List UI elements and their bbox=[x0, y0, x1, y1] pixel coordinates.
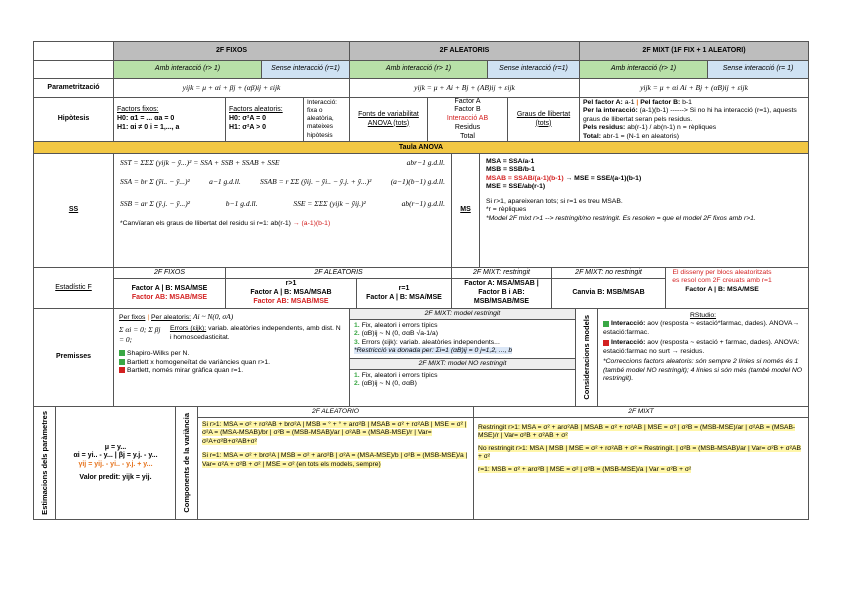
estf-ale-r2: r=1 bbox=[398, 284, 410, 292]
cons2a: Interacció: bbox=[611, 339, 646, 347]
hip-label: Hipòtesis bbox=[34, 98, 114, 141]
hip-graus: Graus de llibertat (tots) bbox=[508, 98, 580, 141]
est-label: Estimacions dels paràmetres bbox=[39, 411, 49, 515]
hip-interAB: Interacció AB bbox=[446, 115, 489, 123]
hip-ale-h1: H1: σ²A > 0 bbox=[229, 123, 267, 131]
hip-total: Total bbox=[460, 132, 475, 140]
estf-ale-b: Factor AB: MSAB/MSE bbox=[253, 297, 329, 305]
cross-icon bbox=[603, 340, 609, 346]
cons1a: Interacció: bbox=[611, 320, 646, 328]
hip-residus: Residus bbox=[454, 123, 481, 131]
estf-bloc2: Factor A | B: MSA/MSE bbox=[685, 285, 759, 293]
check-icon bbox=[119, 359, 125, 365]
estf-fix-b: Factor AB: MSAB/MSE bbox=[131, 293, 208, 301]
header-mixt: 2F MIXT (1F FIX + 1 ALEATORI) bbox=[580, 42, 808, 60]
anova-row bbox=[34, 154, 808, 268]
comp-ale-r2: Si r=1: MSA = σ² + brσ²A | MSB = σ² + arσ²B | σ²A = (MSA-MSE)/b | σ²B = (MSB-MSE)/a | Var= σ²A + σ²B + σ² | MSE = σ² (en tots els models, sempre) bbox=[202, 452, 468, 468]
prem-mix-2: (αB)ij ~ N (0, σαB √a-1/a) bbox=[361, 330, 438, 338]
hip-row: Hipòtesis Factors fixos: H0: α1 = ... αa = 0 H1: αi ≠ 0 i = 1,..., a Factors aleatoris: H0: σ²A = 0 H1: σ²A > 0 Interacció: fixa o aleatòria, mateixes hipòtesis Fonts de variabilitat ANOVA (tots) Factor A Factor B Interacció AB Residus Total Graus de llibertat (tots) Pel factor A: a-1 | Pel factor B: b-1 Per la interacció: (a-1)(b-1) ------> Si no hi ha interacció (r=1), aquests graus de llibertat seran pels residus. Pels residus: ab(r-1) / ab(n-1) n = rèpliques Total: abr-1 = (N-1 en aleatoris) bbox=[34, 98, 808, 142]
comp-ale-r1: Si r>1: MSA = σ² + rσ²AB + brσ²A | MSB = ° + ° + arσ²B | MSAB = σ² + rσ²AB | MSE = σ² | σ²A = (MSA-MSAB)/br | σ²B = (MSB-MSAB)/ar | σ²AB = (MSAB-MSE)/r | Var= σ²A+σ²B+σ²AB+σ² bbox=[202, 421, 467, 445]
ms-ab-e: → MSE = SSE/(a-1)(b-1) bbox=[565, 174, 642, 182]
ss-total: SST = ΣΣΣ (yijk − ȳ...)² = SSA + SSB + SSAB + SSE bbox=[120, 158, 280, 167]
ss-b-df: b−1 g.d.ll. bbox=[225, 198, 258, 208]
cons-title: RStudio: bbox=[689, 312, 717, 319]
hip-m1a: Pel factor A: bbox=[583, 99, 623, 106]
estf-ale-h: 2F ALEATORIS bbox=[226, 268, 451, 279]
ss-ab-df: (a−1)(b−1) g.d.ll. bbox=[390, 177, 445, 187]
subheader-row bbox=[34, 61, 808, 79]
ss-e-df: ab(r−1) g.d.ll. bbox=[401, 198, 445, 208]
comp-mix-1: Restringit r>1: MSA = σ² + arσ²AB | MSAB = σ² + rσ²AB | MSE = σ² | σ²B = (MSB-MSE)/ar | σ²AB = (MSAB-MSE)/r | Var= σ²B + σ²AB + σ² bbox=[478, 424, 796, 440]
param-row bbox=[34, 79, 808, 98]
header-row bbox=[34, 42, 808, 61]
ale-amb: Amb interacció (r> 1) bbox=[350, 61, 488, 78]
est-alpha: αi = yi.. - y... | βj = y.j. - y... bbox=[73, 452, 158, 460]
estf-fix-h: 2F FIXOS bbox=[114, 268, 225, 279]
ms-note3: *Model 2F mixt r>1 --> restringit/no restringit. Es resolen = que el model 2F fixos amb r>1. bbox=[486, 214, 756, 222]
prem-bart1: Bartlett x homogeneïtat de variàncies quan r>1. bbox=[127, 358, 271, 366]
ms-a: MSA = SSA/a-1 bbox=[486, 158, 535, 165]
comp-mix-2: No restringit r>1: MSA | MSB | MSE = σ² + rσ²AB + σ² = Restringit. | σ²B = (MSB-MSAB)/ar | Var= σ²B + σ²AB + σ² bbox=[478, 444, 801, 461]
comp-label: Components de la variància bbox=[181, 413, 191, 513]
ss-b: SSB = ar Σ (ȳ.j. − ȳ...)² bbox=[120, 198, 190, 208]
hip-m2b: (a-1)(b-1) ------> Si no hi ha interacció (r=1), aquests graus de llibertat seran pels residus. bbox=[583, 107, 797, 123]
hip-m3b: ab(r-1) / ab(n-1) n = rèpliques bbox=[627, 124, 717, 132]
ss-note: *Canvïaran els graus de llibertat del residu si r=1: ab(r-1) bbox=[120, 220, 291, 228]
cons1b: aov (resposta ~ estació*farmac, dades). ANOVA→ estació:farmac. bbox=[603, 320, 800, 336]
hip-m4a: Total: bbox=[583, 132, 601, 140]
comp-mix-3: r=1: MSB = σ² + arσ²B | MSE = σ² | σ²B = (MSB-MSE)/a | Var = σ²B + σ² bbox=[478, 465, 692, 473]
ss-ab: SSAB = r ΣΣ (ȳij. − ȳi.. − ȳ.j. + ȳ...)² bbox=[260, 177, 372, 187]
anova-title-row bbox=[34, 142, 808, 154]
prem-row: Premisses Per fixos | Per aleatoris: Ai ~ N(0, σA) Σ αi = 0; Σ βj = 0; Errors (εijk): variab. aleatòries independents, amb dist. N i homoscedasticitat. Shapiro-Wilks per N. Bartlett x homogeneïtat de variàncies quan r>1. Bartlett, només mirar gràfica quan r=1. 2F MIXT: model restringit 1. Fix, aleatori i errors típics 2. (αB)ij ~ N (0, σαB √a-1/a) 3. Errors (εijk): variab. aleatòries independents... *Restricció va donada per: Σi=1 (αB)ij = 0 j=1,2, ..., b 2F MIXT: model NO restringit 1. Fix, aleatori i errors típics 2. (αB)ij ~ N (0, σαB) Consideracions models RStudio: Interacció: aov (resposta ~ estació*farmac, dades). ANOVA→ estació:farmac. Interacció: aov (resposta ~ estació + farmac, dades). ANOVA: estació:farmac no surt → residus. *Correccions factors aleatoris: són sempre 2 línies si només és 1 (també model NO restringit); 4 línies si són més (també model NO restringit). bbox=[34, 309, 808, 407]
prem-aleat-eq: Ai ~ N(0, σA) bbox=[192, 312, 234, 321]
prem-mix-3: Errors (εijk): variab. aleatòries independents... bbox=[361, 338, 500, 346]
prem-errors: Errors (εijk): bbox=[169, 325, 207, 333]
hip-ale-h0: H0: σ²A = 0 bbox=[229, 115, 267, 123]
estf-mix2-h: 2F MIXT: no restringit bbox=[552, 268, 665, 279]
prem-mix-4: *Restricció va donada per: Σi=1 (αB)ij = 0 j=1,2, ..., b bbox=[354, 347, 513, 355]
est-pred: Valor predit: yijk = yij. bbox=[79, 473, 152, 481]
prem-fixos: Per fixos bbox=[119, 314, 146, 321]
param-ale: yijk = μ + Ai + Bj + (AB)ij + εijk bbox=[350, 79, 580, 97]
ss-e: SSE = ΣΣΣ (yijk − ȳij.)² bbox=[293, 198, 366, 208]
mix-amb: Amb interacció (r> 1) bbox=[580, 61, 708, 78]
ale-sense: Sense interacció (r=1) bbox=[488, 61, 580, 78]
ms-note2: *r = rèpliques bbox=[486, 206, 527, 214]
ms-label: MS bbox=[452, 154, 480, 267]
fix-sense: Sense interacció (r=1) bbox=[262, 61, 350, 78]
param-label: Parametrització bbox=[34, 79, 114, 97]
hip-factB: Factor B bbox=[454, 106, 481, 114]
hip-inter: Interacció: fixa o aleatòria, mateixes hipòtesis bbox=[304, 98, 350, 141]
ss-a-df: a−1 g.d.ll. bbox=[209, 177, 241, 187]
comp-mix-h: 2F MIXT bbox=[474, 407, 808, 418]
estf-label: Estadístic F bbox=[34, 268, 114, 308]
hip-ale-title: Factors aleatoris: bbox=[229, 106, 283, 114]
prem-bart2: Bartlett, només mirar gràfica quan r=1. bbox=[127, 367, 244, 375]
est-mu: μ = y... bbox=[104, 443, 127, 451]
param-fix: yijk = μ + αi + βj + (αβ)ij + εijk bbox=[114, 79, 350, 97]
estf-mix-a: Factor A: MSA/MSAB | Factor B i AB: MSB/MSAB/MSE bbox=[464, 280, 539, 305]
ss-total-df: abr−1 g.d.ll. bbox=[406, 158, 445, 167]
cons3: *Correccions factors aleatoris: són sempre 2 línies si només és 1 (també model NO restringit); 4 línies si són més (també model NO restringit). bbox=[603, 358, 803, 383]
estf-ale-r1: r>1 bbox=[285, 280, 297, 288]
ss-a: SSA = br Σ (ȳi.. − ȳ...)² bbox=[120, 177, 190, 187]
prem-sw: Shapiro-Wilks per N. bbox=[127, 350, 190, 358]
prem-mix-1: Fix, aleatori i errors típics bbox=[361, 322, 438, 329]
hip-m4b: abr-1 = (N-1 en aleatoris) bbox=[602, 132, 680, 140]
estf-bloc1: El disseny per blocs aleatoritzats es resol com 2F creuats amb r=1 bbox=[672, 269, 772, 285]
prem-errors-t: variab. aleatòries independents, amb dist. N i homoscedasticitat. bbox=[169, 325, 341, 341]
prem-mixnr-1: Fix, aleatori i errors típics bbox=[361, 371, 438, 379]
header-aleatoris: 2F ALEATORIS bbox=[350, 42, 580, 60]
anova-title: Taula ANOVA bbox=[34, 142, 808, 153]
ms-ab: MSAB = SSAB/(a-1)(b-1) bbox=[486, 174, 564, 182]
ms-e: MSE = SSE/ab(r-1) bbox=[486, 183, 546, 191]
prem-label: Premisses bbox=[34, 309, 114, 406]
estf-mix2-a: Canvia B: MSB/MSAB bbox=[572, 289, 645, 297]
hip-m1b: a-1 bbox=[624, 99, 635, 106]
fix-amb: Amb interacció (r> 1) bbox=[114, 61, 262, 78]
prem-aleatoris: Per aleatoris: bbox=[151, 314, 192, 321]
check-icon bbox=[603, 321, 609, 327]
ms-b: MSB = SSB/b-1 bbox=[486, 166, 535, 174]
estf-fix-a: Factor A | B: MSA/MSE bbox=[131, 284, 208, 292]
estf-row bbox=[34, 268, 808, 309]
est-gamma: γij = yij. - yi.. - y.j. + y... bbox=[78, 461, 153, 468]
prem-mixnr-2: (αB)ij ~ N (0, σαB) bbox=[361, 380, 417, 388]
check-icon bbox=[119, 350, 125, 356]
header-fixos: 2F FIXOS bbox=[114, 42, 350, 60]
hip-m3a: Pels residus: bbox=[583, 124, 626, 132]
prem-sum: Σ αi = 0; Σ βj = 0; bbox=[119, 325, 161, 344]
comp-ale-h: 2F ALEATORIO bbox=[198, 407, 473, 418]
ss-label: SS bbox=[34, 154, 114, 267]
prem-mix-h: 2F MIXT: model restringit bbox=[350, 309, 575, 320]
ss-note-red: → (a-1)(b-1) bbox=[292, 220, 331, 228]
prem-mixnr-h: 2F MIXT: model NO restringit bbox=[350, 359, 575, 370]
cons2b: aov (resposta ~ estació + farmac, dades). ANOVA: estació:farmac no surt → residus. bbox=[603, 339, 800, 355]
hip-fix-title: Factors fixos: bbox=[117, 106, 159, 114]
estf-ale-a: Factor A | B: MSA/MSAB bbox=[250, 289, 332, 297]
cross-icon bbox=[119, 367, 125, 373]
hip-factA: Factor A bbox=[454, 98, 481, 105]
estf-ale-c: Factor A | B: MSA/MSE bbox=[366, 293, 442, 301]
hip-fonts: Fonts de variabilitat ANOVA (tots) bbox=[350, 98, 428, 141]
est-row bbox=[34, 407, 808, 519]
param-mix: yijk = μ + αi Ai + Bj + (αB)ij + εijk bbox=[640, 83, 748, 93]
hip-fix-h0: H0: α1 = ... αa = 0 bbox=[117, 115, 175, 123]
hip-m2a: Per la interacció: bbox=[583, 107, 638, 115]
hip-fix-h1: H1: αi ≠ 0 i = 1,..., a bbox=[117, 123, 180, 131]
mix-sense: Sense interacció (r= 1) bbox=[708, 61, 808, 78]
ms-note1: Si r>1, apareixeran tots; si r=1 es treu MSAB. bbox=[486, 197, 623, 205]
hip-m1d: b-1 bbox=[682, 99, 692, 106]
cons-label: Consideracions models bbox=[581, 315, 591, 400]
hip-m1c: Pel factor B: bbox=[640, 99, 681, 106]
estf-mix-h: 2F MIXT: restringit bbox=[452, 268, 551, 279]
summary-table bbox=[33, 41, 809, 520]
